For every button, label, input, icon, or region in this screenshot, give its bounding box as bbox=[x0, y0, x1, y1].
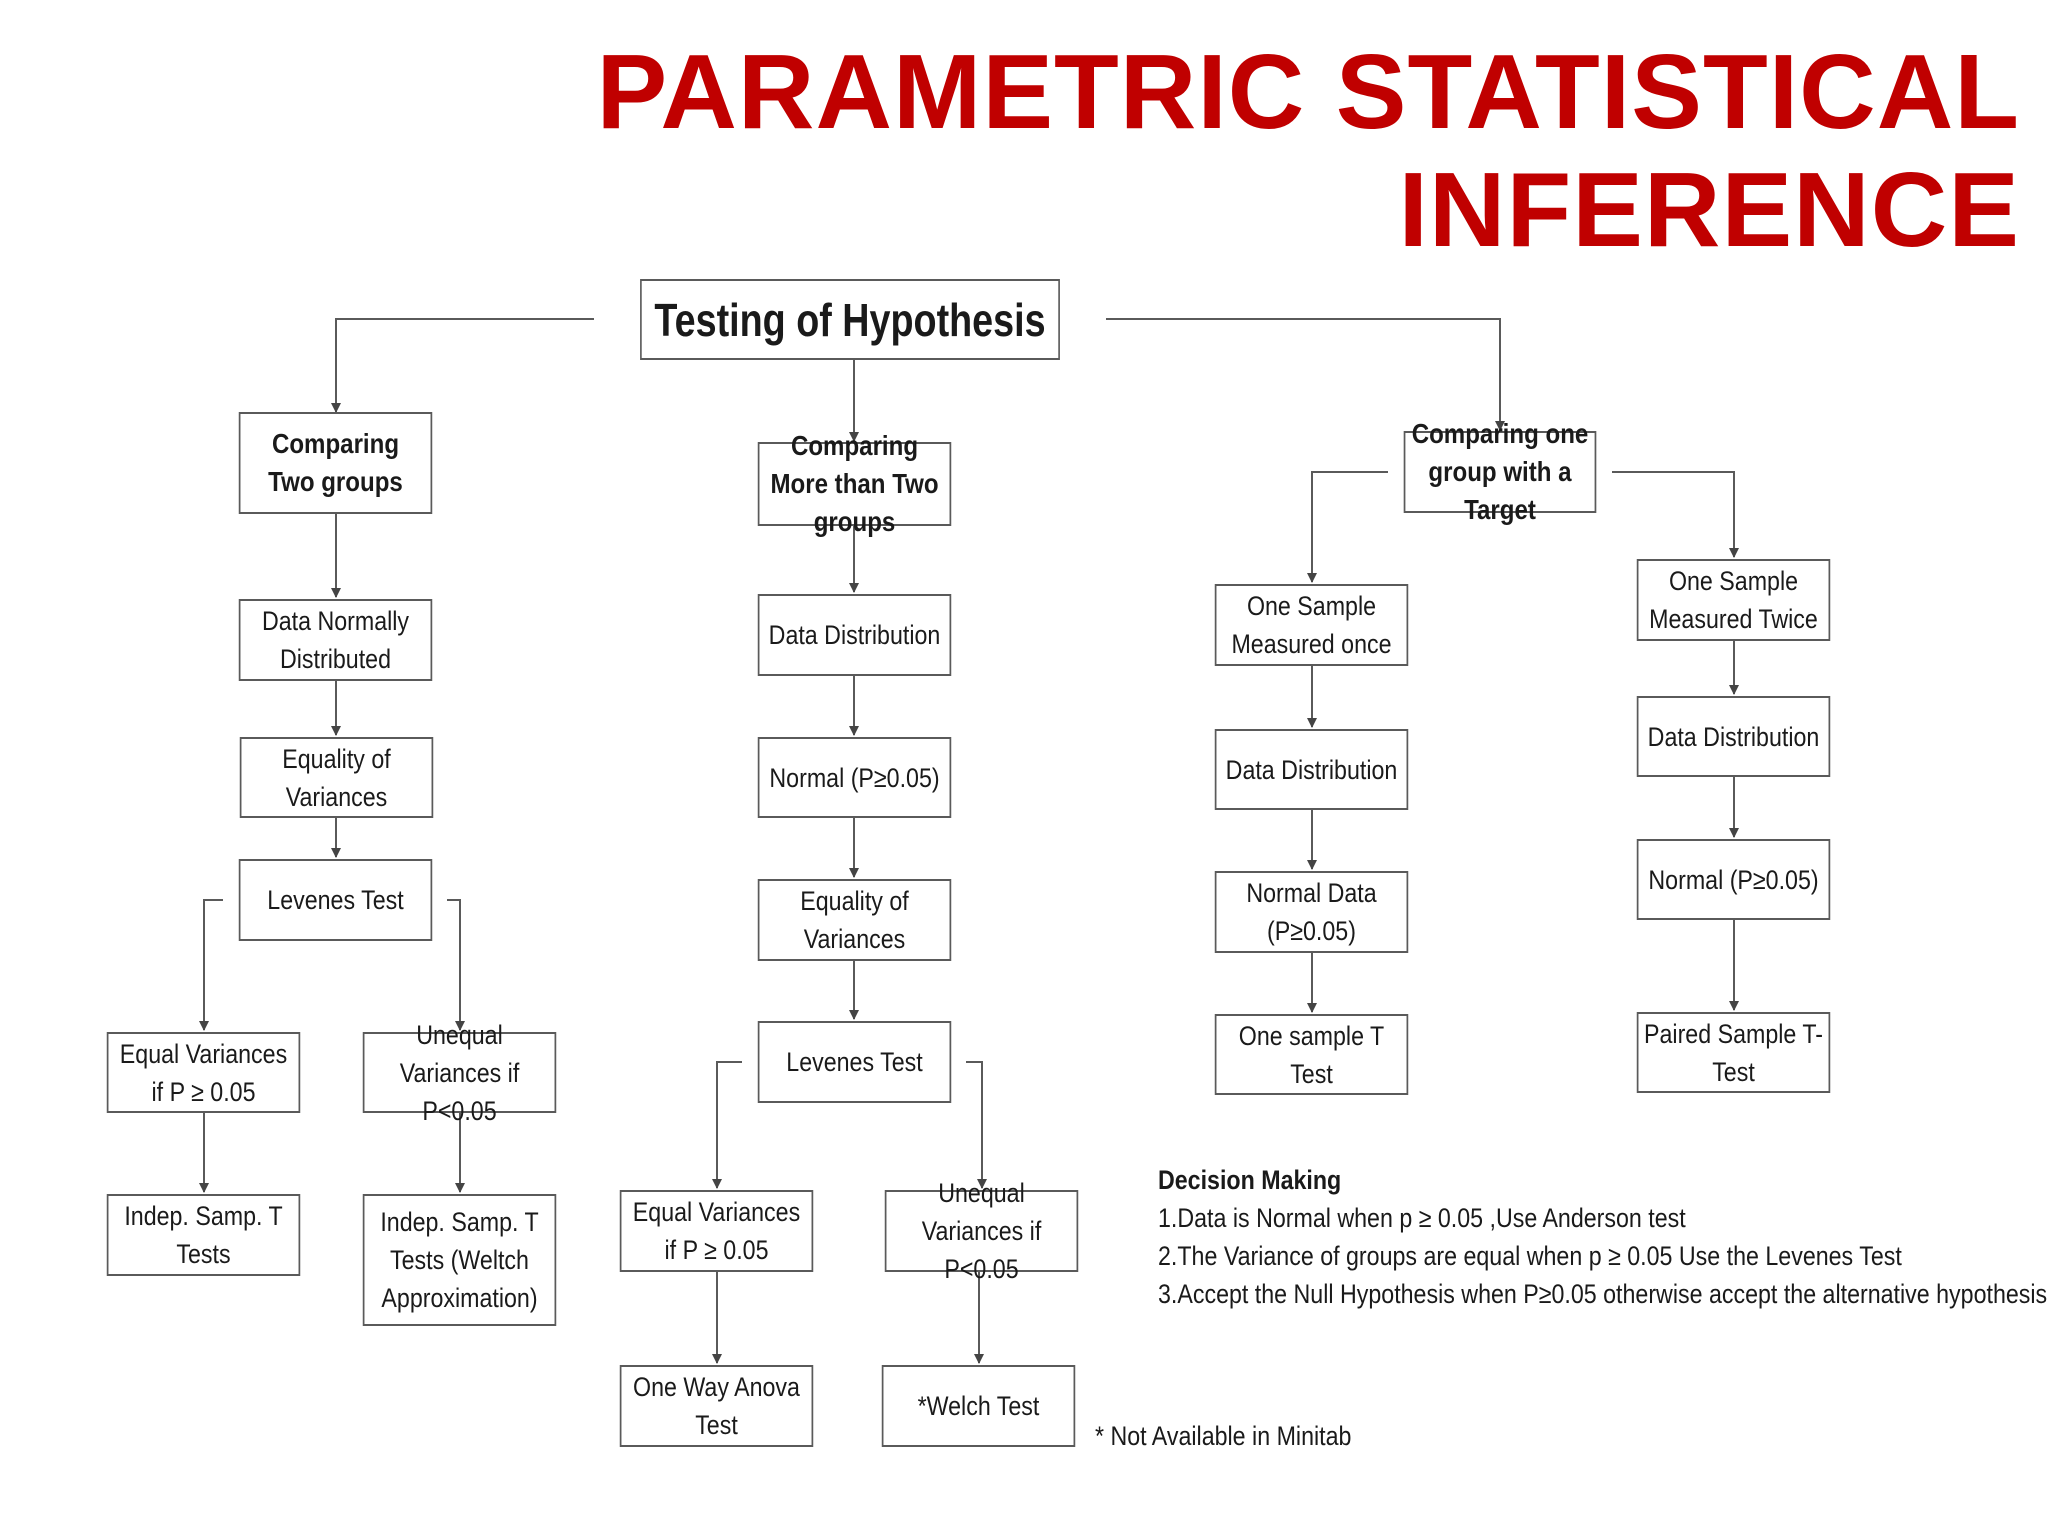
wire-more-unequal bbox=[966, 1062, 982, 1188]
node-two-equal-variances: Equal Variances if P ≥ 0.05 bbox=[107, 1032, 301, 1113]
node-two-indep-t-tests: Indep. Samp. T Tests bbox=[107, 1194, 301, 1276]
node-once-data-distribution: Data Distribution bbox=[1215, 729, 1409, 810]
wire-two-equal bbox=[204, 900, 223, 1030]
wire-target-once bbox=[1312, 472, 1388, 582]
decision-item-3: 3.Accept the Null Hypothesis when P≥0.05 otherwise accept the alternative hypothesis bbox=[1158, 1279, 2048, 1309]
node-twice-header: One Sample Measured Twice bbox=[1637, 559, 1831, 641]
node-comparing-one-target: Comparing one group with a Target bbox=[1404, 431, 1597, 513]
wire-root-target bbox=[1106, 319, 1500, 430]
node-two-unequal-variances: Unequal Variances if P<0.05 bbox=[363, 1032, 557, 1113]
node-once-t-test: One sample T Test bbox=[1215, 1014, 1409, 1095]
decision-item-1: 1.Data is Normal when p ≥ 0.05 ,Use Anderson test bbox=[1158, 1203, 1686, 1233]
title-line-2: INFERENCE bbox=[1398, 151, 2020, 269]
node-more-anova-test: One Way Anova Test bbox=[620, 1365, 814, 1447]
wire-target-twice bbox=[1612, 472, 1734, 557]
node-two-welch-approx: Indep. Samp. T Tests (Weltch Approximation) bbox=[363, 1194, 557, 1326]
node-twice-data-distribution: Data Distribution bbox=[1637, 696, 1831, 777]
root-node: Testing of Hypothesis bbox=[640, 279, 1060, 360]
node-twice-paired-test: Paired Sample T-Test bbox=[1637, 1012, 1831, 1093]
node-two-data-normal: Data Normally Distributed bbox=[239, 599, 433, 681]
node-more-equality-variances: Equality of Variances bbox=[758, 879, 952, 961]
node-comparing-two-groups: Comparing Two groups bbox=[239, 412, 433, 514]
node-more-welch-test: *Welch Test bbox=[882, 1365, 1076, 1447]
title-line-1: PARAMETRIC STATISTICAL bbox=[596, 33, 2020, 151]
node-twice-normal: Normal (P≥0.05) bbox=[1637, 839, 1831, 920]
node-more-normal: Normal (P≥0.05) bbox=[758, 737, 952, 818]
node-two-levenes-test: Levenes Test bbox=[239, 859, 433, 941]
node-once-header: One Sample Measured once bbox=[1215, 584, 1409, 666]
footnote-minitab: * Not Available in Minitab bbox=[1095, 1421, 1352, 1451]
decision-heading: Decision Making bbox=[1158, 1165, 1342, 1195]
wire-more-equal bbox=[717, 1062, 742, 1188]
node-comparing-more-groups: Comparing More than Two groups bbox=[758, 442, 952, 526]
node-more-unequal-variances: Unequal Variances if P<0.05 bbox=[885, 1190, 1079, 1272]
node-two-equality-variances: Equality of Variances bbox=[240, 737, 434, 818]
wire-two-unequal bbox=[447, 900, 460, 1030]
decision-item-2: 2.The Variance of groups are equal when p ≥ 0.05 Use the Levenes Test bbox=[1158, 1241, 1902, 1271]
wire-root-two bbox=[336, 319, 594, 412]
node-more-data-distribution: Data Distribution bbox=[758, 594, 952, 676]
node-once-normal: Normal Data (P≥0.05) bbox=[1215, 871, 1409, 953]
node-more-equal-variances: Equal Variances if P ≥ 0.05 bbox=[620, 1190, 814, 1272]
node-more-levenes-test: Levenes Test bbox=[758, 1021, 952, 1103]
